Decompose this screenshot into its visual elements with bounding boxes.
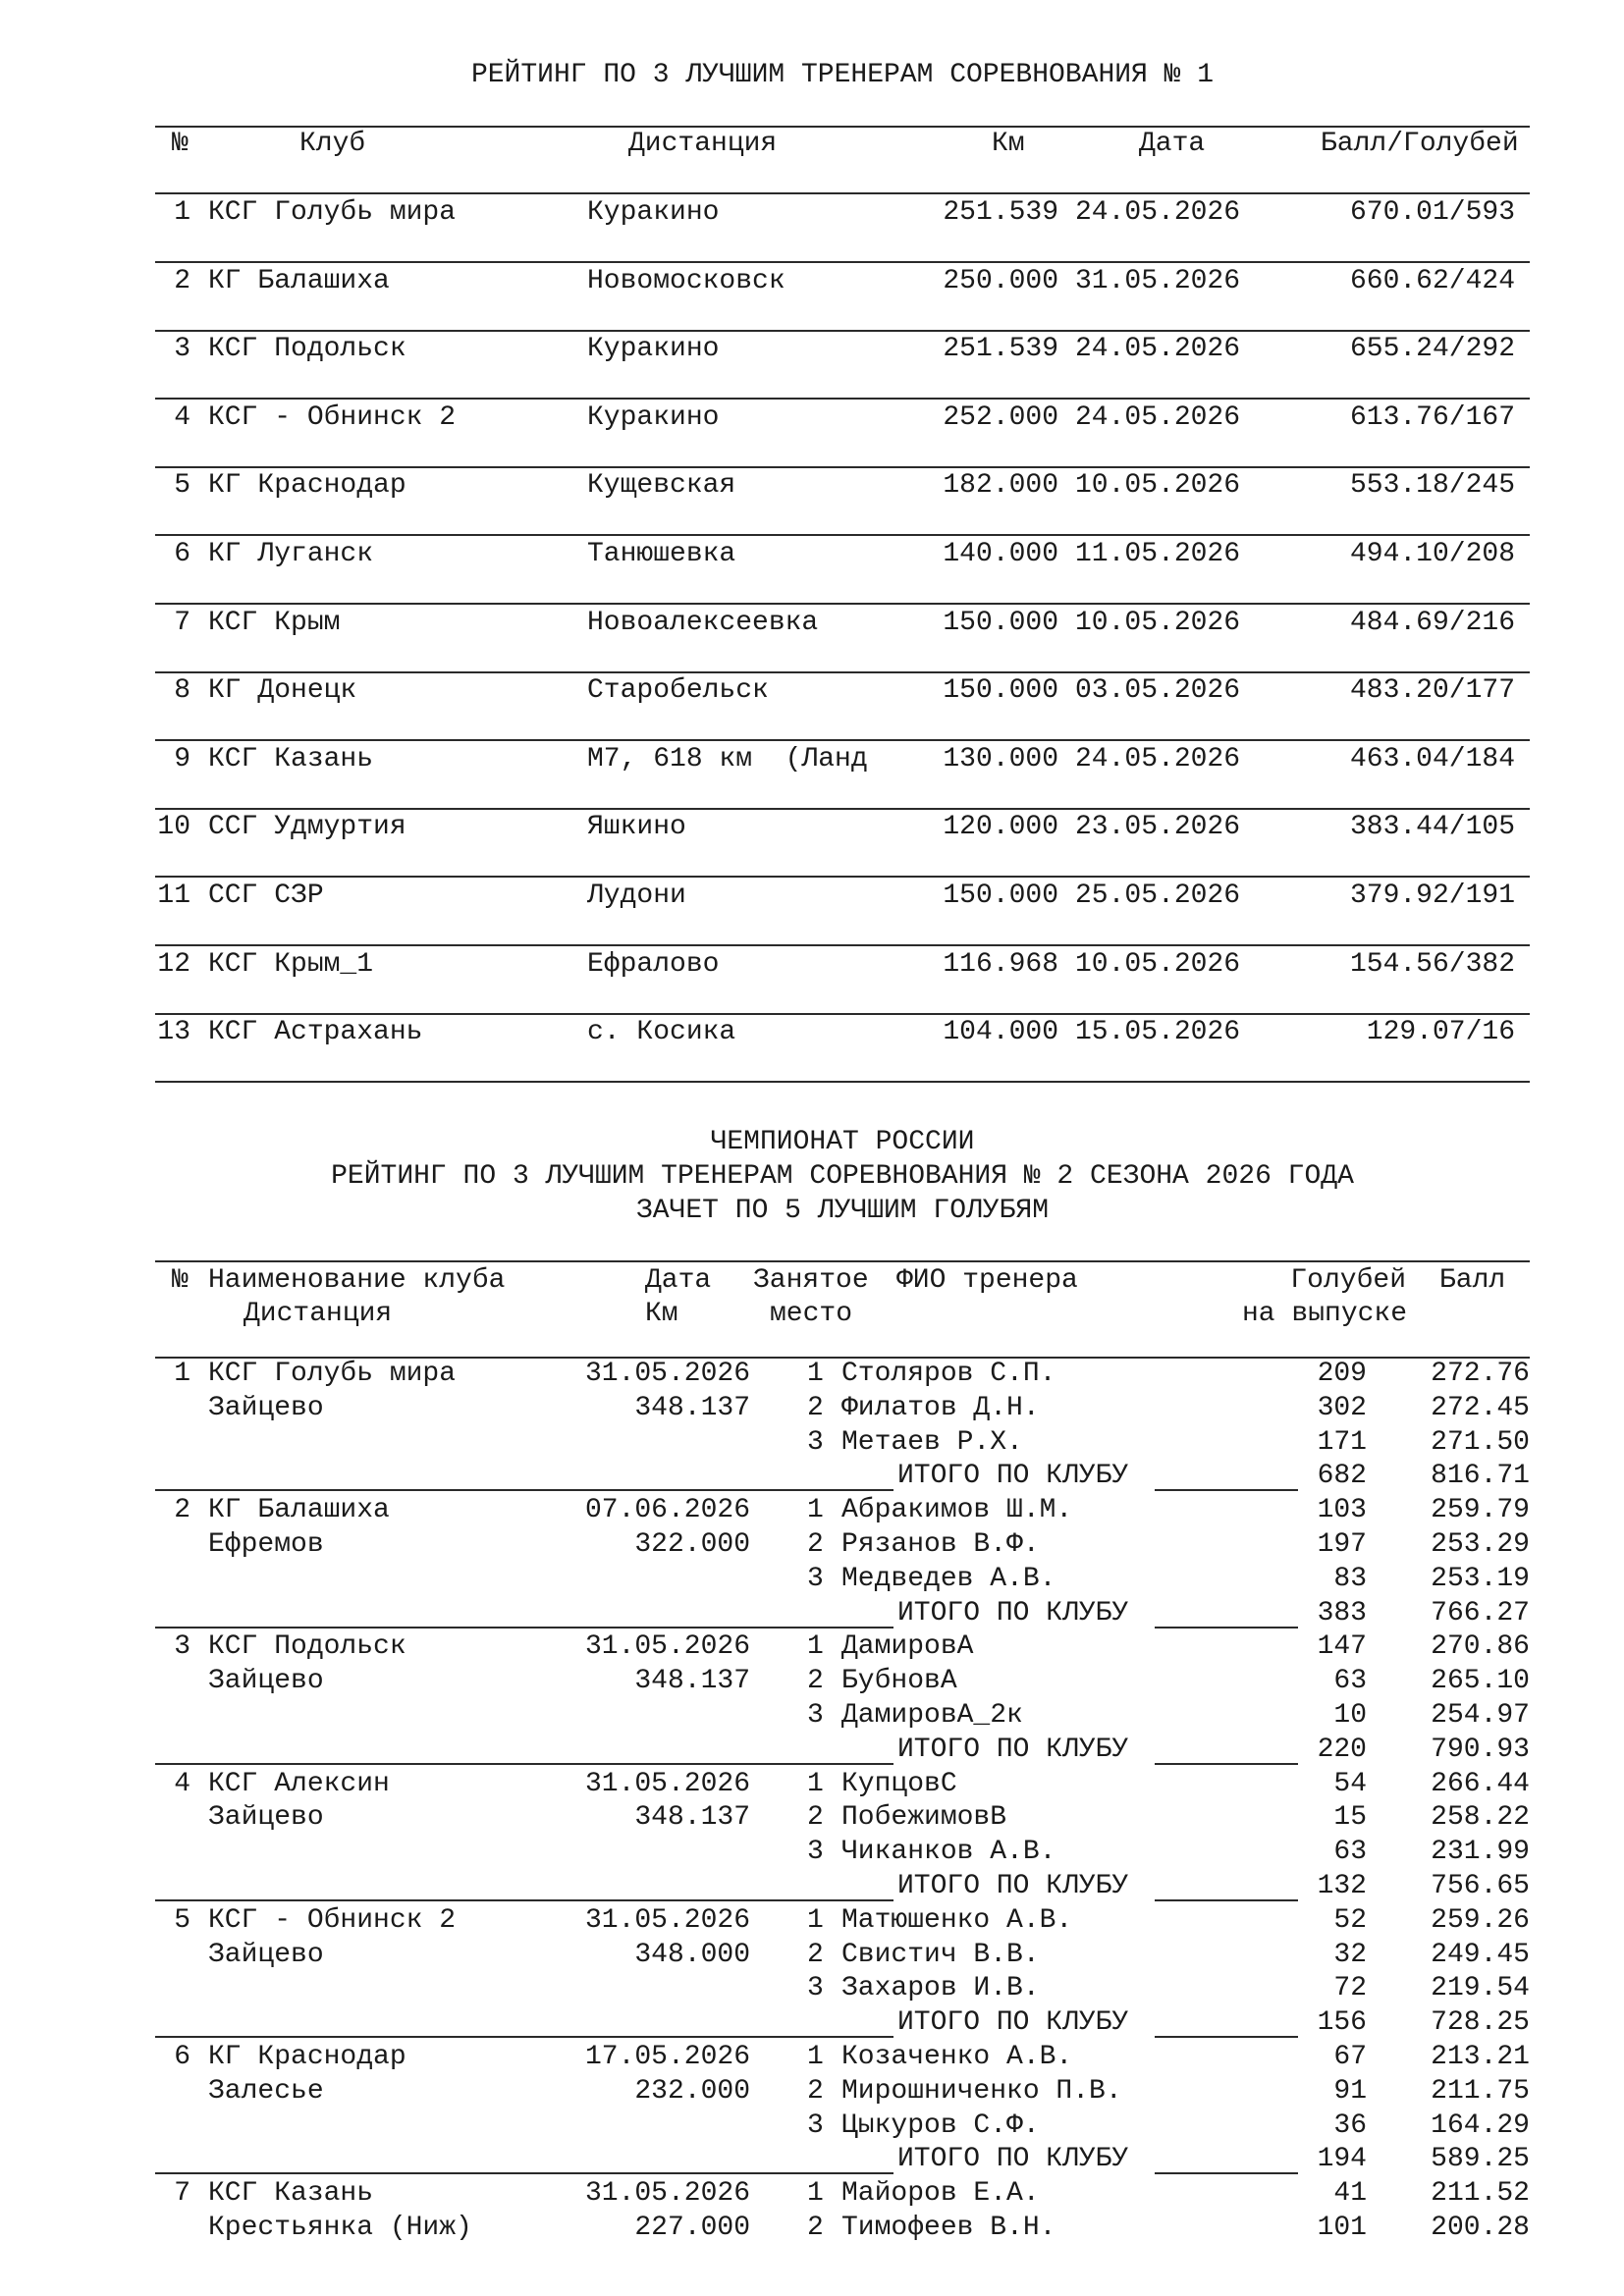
- row-score: 383.44/105: [1349, 812, 1515, 842]
- trainer-score: 258.22: [1431, 1802, 1530, 1833]
- row-rule: [155, 808, 1530, 810]
- row-num: 8: [174, 675, 190, 706]
- header2-score: Балл: [1439, 1265, 1506, 1296]
- trainer-place: 2: [807, 1802, 824, 1833]
- club-km: 232.000: [634, 2076, 750, 2107]
- row-date: 25.05.2026: [1075, 881, 1241, 911]
- club-name: КСГ Подольск: [208, 1631, 406, 1662]
- row-km: 120.000: [943, 812, 1058, 842]
- club-num: 7: [174, 2178, 190, 2209]
- trainer-name: КупцовС: [841, 1769, 957, 1799]
- row-km: 150.000: [943, 881, 1058, 911]
- row-score: 655.24/292: [1349, 334, 1515, 364]
- trainer-place: 3: [807, 1700, 824, 1731]
- header-num: №: [172, 129, 189, 159]
- row-km: 182.000: [943, 470, 1058, 501]
- section2-title-line-1: ЧЕМПИОНАТ РОССИИ: [710, 1127, 975, 1157]
- row-date: 24.05.2026: [1075, 334, 1241, 364]
- trainer-score: 164.29: [1431, 2110, 1530, 2141]
- total-label: ИТОГО ПО КЛУБУ: [897, 2007, 1129, 2038]
- total-label: ИТОГО ПО КЛУБУ: [897, 1735, 1129, 1765]
- header2-place-2: место: [770, 1299, 853, 1329]
- total-underline-right: [1155, 1899, 1298, 1901]
- total-label: ИТОГО ПО КЛУБУ: [897, 1871, 1129, 1901]
- trainer-place: 2: [807, 2213, 824, 2243]
- club-km: 348.137: [634, 1802, 750, 1833]
- row-club: ССГ Удмуртия: [208, 812, 406, 842]
- trainer-place: 1: [807, 1495, 824, 1525]
- row-club: КСГ Подольск: [208, 334, 406, 364]
- row-score: 660.62/424: [1349, 266, 1515, 296]
- row-km: 150.000: [943, 675, 1058, 706]
- club-name: КСГ Алексин: [208, 1769, 390, 1799]
- trainer-birds: 302: [1317, 1393, 1367, 1423]
- row-km: 130.000: [943, 744, 1058, 774]
- trainer-place: 2: [807, 1666, 824, 1696]
- trainer-name: Филатов Д.Н.: [841, 1393, 1040, 1423]
- header2-birds: Голубей: [1290, 1265, 1406, 1296]
- trainer-name: Матюшенко А.В.: [841, 1905, 1073, 1936]
- row-rule: [155, 534, 1530, 536]
- trainer-place: 1: [807, 1359, 824, 1389]
- row-num: 11: [157, 881, 190, 911]
- trainer-birds: 36: [1333, 2110, 1367, 2141]
- total-score: 728.25: [1431, 2007, 1530, 2038]
- total-birds: 156: [1317, 2007, 1367, 2038]
- row-num: 2: [174, 266, 190, 296]
- row-num: 1: [174, 197, 190, 228]
- trainer-place: 1: [807, 1905, 824, 1936]
- trainer-birds: 101: [1317, 2213, 1367, 2243]
- row-score: 154.56/382: [1349, 949, 1515, 980]
- row-date: 10.05.2026: [1075, 470, 1241, 501]
- section2-title-line-3: ЗАЧЕТ ПО 5 ЛУЧШИМ ГОЛУБЯМ: [635, 1196, 1050, 1226]
- header2-club: Наименование клуба: [208, 1265, 506, 1296]
- club-date: 17.05.2026: [584, 2042, 750, 2072]
- trainer-name: Абракимов Ш.М.: [841, 1495, 1073, 1525]
- row-rule: [155, 261, 1530, 263]
- trainer-score: 272.76: [1431, 1359, 1530, 1389]
- row-club: КГ Балашиха: [208, 266, 390, 296]
- club-km: 227.000: [634, 2213, 750, 2243]
- row-rule: [155, 1081, 1530, 1083]
- club-km: 348.137: [634, 1393, 750, 1423]
- row-date: 03.05.2026: [1075, 675, 1241, 706]
- row-club: КГ Краснодар: [208, 470, 406, 501]
- row-club: КСГ Крым_1: [208, 949, 374, 980]
- row-distance: Яшкино: [587, 812, 686, 842]
- trainer-score: 219.54: [1431, 1973, 1530, 2003]
- row-date: 24.05.2026: [1075, 197, 1241, 228]
- row-distance: Лудони: [587, 881, 686, 911]
- row-distance: Новоалексеевка: [587, 608, 819, 638]
- trainer-name: Мирошниченко П.В.: [841, 2076, 1122, 2107]
- trainer-name: Медведев А.В.: [841, 1564, 1056, 1594]
- total-score: 766.27: [1431, 1598, 1530, 1629]
- trainer-birds: 83: [1333, 1564, 1367, 1594]
- trainer-birds: 197: [1317, 1529, 1367, 1560]
- trainer-name: Козаченко А.В.: [841, 2042, 1073, 2072]
- row-km: 251.539: [943, 197, 1058, 228]
- row-score: 670.01/593: [1349, 197, 1515, 228]
- trainer-place: 2: [807, 1940, 824, 1970]
- club-name: КСГ Голубь мира: [208, 1359, 457, 1389]
- row-num: 3: [174, 334, 190, 364]
- trainer-place: 2: [807, 1393, 824, 1423]
- club-name: КСГ Казань: [208, 2178, 374, 2209]
- row-score: 494.10/208: [1349, 539, 1515, 569]
- club-num: 2: [174, 1495, 190, 1525]
- trainer-birds: 63: [1333, 1837, 1367, 1867]
- club-distance: Ефремов: [208, 1529, 324, 1560]
- club-distance: Зайцево: [208, 1802, 324, 1833]
- row-score: 613.76/167: [1349, 402, 1515, 433]
- trainer-place: 2: [807, 1529, 824, 1560]
- trainer-name: Столяров С.П.: [841, 1359, 1056, 1389]
- row-rule: [155, 876, 1530, 878]
- trainer-score: 211.52: [1431, 2178, 1530, 2209]
- row-club: ССГ СЗР: [208, 881, 324, 911]
- trainer-name: БубновА: [841, 1666, 957, 1696]
- row-rule: [155, 944, 1530, 946]
- row-num: 6: [174, 539, 190, 569]
- row-num: 4: [174, 402, 190, 433]
- row-num: 10: [157, 812, 190, 842]
- row-num: 7: [174, 608, 190, 638]
- trainer-birds: 171: [1317, 1427, 1367, 1458]
- club-name: КСГ - Обнинск 2: [208, 1905, 457, 1936]
- row-date: 10.05.2026: [1075, 608, 1241, 638]
- row-num: 5: [174, 470, 190, 501]
- total-label: ИТОГО ПО КЛУБУ: [897, 1598, 1129, 1629]
- row-km: 251.539: [943, 334, 1058, 364]
- club-distance: Залесье: [208, 2076, 324, 2107]
- row-distance: Новомосковск: [587, 266, 785, 296]
- row-rule: [155, 603, 1530, 605]
- row-club: КСГ Астрахань: [208, 1017, 423, 1047]
- section1-header-bottom-rule: [155, 192, 1530, 194]
- club-name: КГ Краснодар: [208, 2042, 406, 2072]
- trainer-name: Метаев Р.Х.: [841, 1427, 1023, 1458]
- row-km: 150.000: [943, 608, 1058, 638]
- trainer-score: 259.79: [1431, 1495, 1530, 1525]
- club-num: 5: [174, 1905, 190, 1936]
- trainer-place: 1: [807, 1769, 824, 1799]
- total-underline-right: [1155, 1627, 1298, 1629]
- row-club: КСГ - Обнинск 2: [208, 402, 457, 433]
- row-score: 553.18/245: [1349, 470, 1515, 501]
- trainer-birds: 91: [1333, 2076, 1367, 2107]
- trainer-birds: 209: [1317, 1359, 1367, 1389]
- trainer-score: 266.44: [1431, 1769, 1530, 1799]
- total-underline-left: [155, 1489, 893, 1491]
- row-date: 11.05.2026: [1075, 539, 1241, 569]
- club-distance: Зайцево: [208, 1666, 324, 1696]
- trainer-name: Свистич В.В.: [841, 1940, 1040, 1970]
- club-num: 4: [174, 1769, 190, 1799]
- trainer-birds: 103: [1317, 1495, 1367, 1525]
- trainer-birds: 147: [1317, 1631, 1367, 1662]
- row-date: 24.05.2026: [1075, 744, 1241, 774]
- trainer-name: ПобежимовВ: [841, 1802, 1007, 1833]
- row-score: 379.92/191: [1349, 881, 1515, 911]
- row-club: КСГ Голубь мира: [208, 197, 457, 228]
- trainer-name: ДамировА_2к: [841, 1700, 1023, 1731]
- trainer-place: 1: [807, 1631, 824, 1662]
- trainer-score: 270.86: [1431, 1631, 1530, 1662]
- club-num: 6: [174, 2042, 190, 2072]
- trainer-place: 2: [807, 2076, 824, 2107]
- trainer-birds: 41: [1333, 2178, 1367, 2209]
- row-score: 484.69/216: [1349, 608, 1515, 638]
- club-num: 1: [174, 1359, 190, 1389]
- trainer-score: 213.21: [1431, 2042, 1530, 2072]
- row-score: 463.04/184: [1349, 744, 1515, 774]
- section1-title: РЕЙТИНГ ПО 3 ЛУЧШИМ ТРЕНЕРАМ СОРЕВНОВАНИЯ № 1: [470, 60, 1215, 90]
- total-underline-right: [1155, 2036, 1298, 2038]
- row-club: КГ Донецк: [208, 675, 357, 706]
- row-distance: Куракино: [587, 402, 720, 433]
- total-score: 756.65: [1431, 1871, 1530, 1901]
- total-underline-left: [155, 1763, 893, 1765]
- club-date: 31.05.2026: [584, 2178, 750, 2209]
- trainer-place: 3: [807, 1837, 824, 1867]
- trainer-name: Чиканков А.В.: [841, 1837, 1056, 1867]
- total-birds: 383: [1317, 1598, 1367, 1629]
- row-distance: Кущевская: [587, 470, 736, 501]
- row-distance: Танюшевка: [587, 539, 736, 569]
- trainer-place: 3: [807, 2110, 824, 2141]
- row-rule: [155, 671, 1530, 673]
- row-rule: [155, 1013, 1530, 1015]
- trainer-birds: 52: [1333, 1905, 1367, 1936]
- club-km: 322.000: [634, 1529, 750, 1560]
- club-date: 31.05.2026: [584, 1905, 750, 1936]
- trainer-birds: 63: [1333, 1666, 1367, 1696]
- trainer-name: Рязанов В.Ф.: [841, 1529, 1040, 1560]
- row-club: КСГ Крым: [208, 608, 341, 638]
- row-rule: [155, 398, 1530, 400]
- header2-trainer: ФИО тренера: [896, 1265, 1078, 1296]
- club-km: 348.137: [634, 1666, 750, 1696]
- row-rule: [155, 466, 1530, 468]
- row-distance: Старобельск: [587, 675, 769, 706]
- row-km: 250.000: [943, 266, 1058, 296]
- header-date: Дата: [1139, 129, 1206, 159]
- club-distance: Крестьянка (Ниж): [208, 2213, 472, 2243]
- row-date: 31.05.2026: [1075, 266, 1241, 296]
- row-score: 129.07/16: [1366, 1017, 1515, 1047]
- club-distance: Зайцево: [208, 1393, 324, 1423]
- trainer-place: 3: [807, 1564, 824, 1594]
- trainer-score: 265.10: [1431, 1666, 1530, 1696]
- trainer-birds: 67: [1333, 2042, 1367, 2072]
- row-distance: с. Косика: [587, 1017, 736, 1047]
- total-underline-left: [155, 2172, 893, 2174]
- row-km: 116.968: [943, 949, 1058, 980]
- trainer-place: 1: [807, 2042, 824, 2072]
- row-distance: Ефралово: [587, 949, 720, 980]
- row-distance: М7, 618 км (Ланд: [587, 744, 868, 774]
- trainer-score: 231.99: [1431, 1837, 1530, 1867]
- row-distance: Куракино: [587, 334, 720, 364]
- row-date: 15.05.2026: [1075, 1017, 1241, 1047]
- club-date: 31.05.2026: [584, 1631, 750, 1662]
- header2-date: Дата: [645, 1265, 712, 1296]
- trainer-place: 3: [807, 1973, 824, 2003]
- trainer-score: 254.97: [1431, 1700, 1530, 1731]
- total-underline-left: [155, 1627, 893, 1629]
- trainer-name: ДамировА: [841, 1631, 974, 1662]
- total-score: 589.25: [1431, 2144, 1530, 2174]
- trainer-score: 271.50: [1431, 1427, 1530, 1458]
- trainer-name: Захаров И.В.: [841, 1973, 1040, 2003]
- total-score: 816.71: [1431, 1461, 1530, 1491]
- trainer-place: 1: [807, 2178, 824, 2209]
- total-birds: 682: [1317, 1461, 1367, 1491]
- total-underline-left: [155, 1899, 893, 1901]
- header-km: Км: [992, 129, 1025, 159]
- row-distance: Куракино: [587, 197, 720, 228]
- header2-km: Км: [645, 1299, 678, 1329]
- row-rule: [155, 330, 1530, 332]
- section2-header-top-rule: [155, 1260, 1530, 1262]
- row-num: 9: [174, 744, 190, 774]
- total-underline-right: [1155, 1763, 1298, 1765]
- trainer-score: 259.26: [1431, 1905, 1530, 1936]
- row-date: 10.05.2026: [1075, 949, 1241, 980]
- club-distance: Зайцево: [208, 1940, 324, 1970]
- club-name: КГ Балашиха: [208, 1495, 390, 1525]
- total-birds: 132: [1317, 1871, 1367, 1901]
- trainer-score: 253.29: [1431, 1529, 1530, 1560]
- trainer-score: 249.45: [1431, 1940, 1530, 1970]
- total-underline-right: [1155, 1489, 1298, 1491]
- club-date: 07.06.2026: [584, 1495, 750, 1525]
- total-label: ИТОГО ПО КЛУБУ: [897, 2144, 1129, 2174]
- total-birds: 220: [1317, 1735, 1367, 1765]
- row-km: 140.000: [943, 539, 1058, 569]
- header-club: Клуб: [299, 129, 366, 159]
- trainer-name: Цыкуров С.Ф.: [841, 2110, 1040, 2141]
- trainer-score: 211.75: [1431, 2076, 1530, 2107]
- section2-title-line-2: РЕЙТИНГ ПО 3 ЛУЧШИМ ТРЕНЕРАМ СОРЕВНОВАНИЯ № 2 СЕЗОНА 2026 ГОДА: [331, 1161, 1354, 1192]
- row-rule: [155, 739, 1530, 741]
- total-underline-left: [155, 2036, 893, 2038]
- club-date: 31.05.2026: [584, 1359, 750, 1389]
- trainer-score: 253.19: [1431, 1564, 1530, 1594]
- row-club: КГ Луганск: [208, 539, 374, 569]
- club-date: 31.05.2026: [584, 1769, 750, 1799]
- trainer-score: 272.45: [1431, 1393, 1530, 1423]
- trainer-birds: 54: [1333, 1769, 1367, 1799]
- header2-num: №: [172, 1265, 189, 1296]
- trainer-birds: 10: [1333, 1700, 1367, 1731]
- header-distance: Дистанция: [628, 129, 778, 159]
- row-date: 24.05.2026: [1075, 402, 1241, 433]
- trainer-score: 200.28: [1431, 2213, 1530, 2243]
- header2-birds-2: на выпуске: [1242, 1299, 1408, 1329]
- trainer-name: Майоров Е.А.: [841, 2178, 1040, 2209]
- row-score: 483.20/177: [1349, 675, 1515, 706]
- row-date: 23.05.2026: [1075, 812, 1241, 842]
- row-km: 252.000: [943, 402, 1058, 433]
- club-km: 348.000: [634, 1940, 750, 1970]
- header2-place: Занятое: [753, 1265, 869, 1296]
- row-num: 12: [157, 949, 190, 980]
- total-birds: 194: [1317, 2144, 1367, 2174]
- total-score: 790.93: [1431, 1735, 1530, 1765]
- row-num: 13: [157, 1017, 190, 1047]
- total-underline-right: [1155, 2172, 1298, 2174]
- trainer-birds: 32: [1333, 1940, 1367, 1970]
- row-km: 104.000: [943, 1017, 1058, 1047]
- trainer-place: 3: [807, 1427, 824, 1458]
- total-label: ИТОГО ПО КЛУБУ: [897, 1461, 1129, 1491]
- club-num: 3: [174, 1631, 190, 1662]
- header-score: Балл/Голубей: [1321, 129, 1519, 159]
- trainer-name: Тимофеев В.Н.: [841, 2213, 1056, 2243]
- trainer-birds: 72: [1333, 1973, 1367, 2003]
- row-club: КСГ Казань: [208, 744, 374, 774]
- trainer-birds: 15: [1333, 1802, 1367, 1833]
- header2-distance: Дистанция: [244, 1299, 393, 1329]
